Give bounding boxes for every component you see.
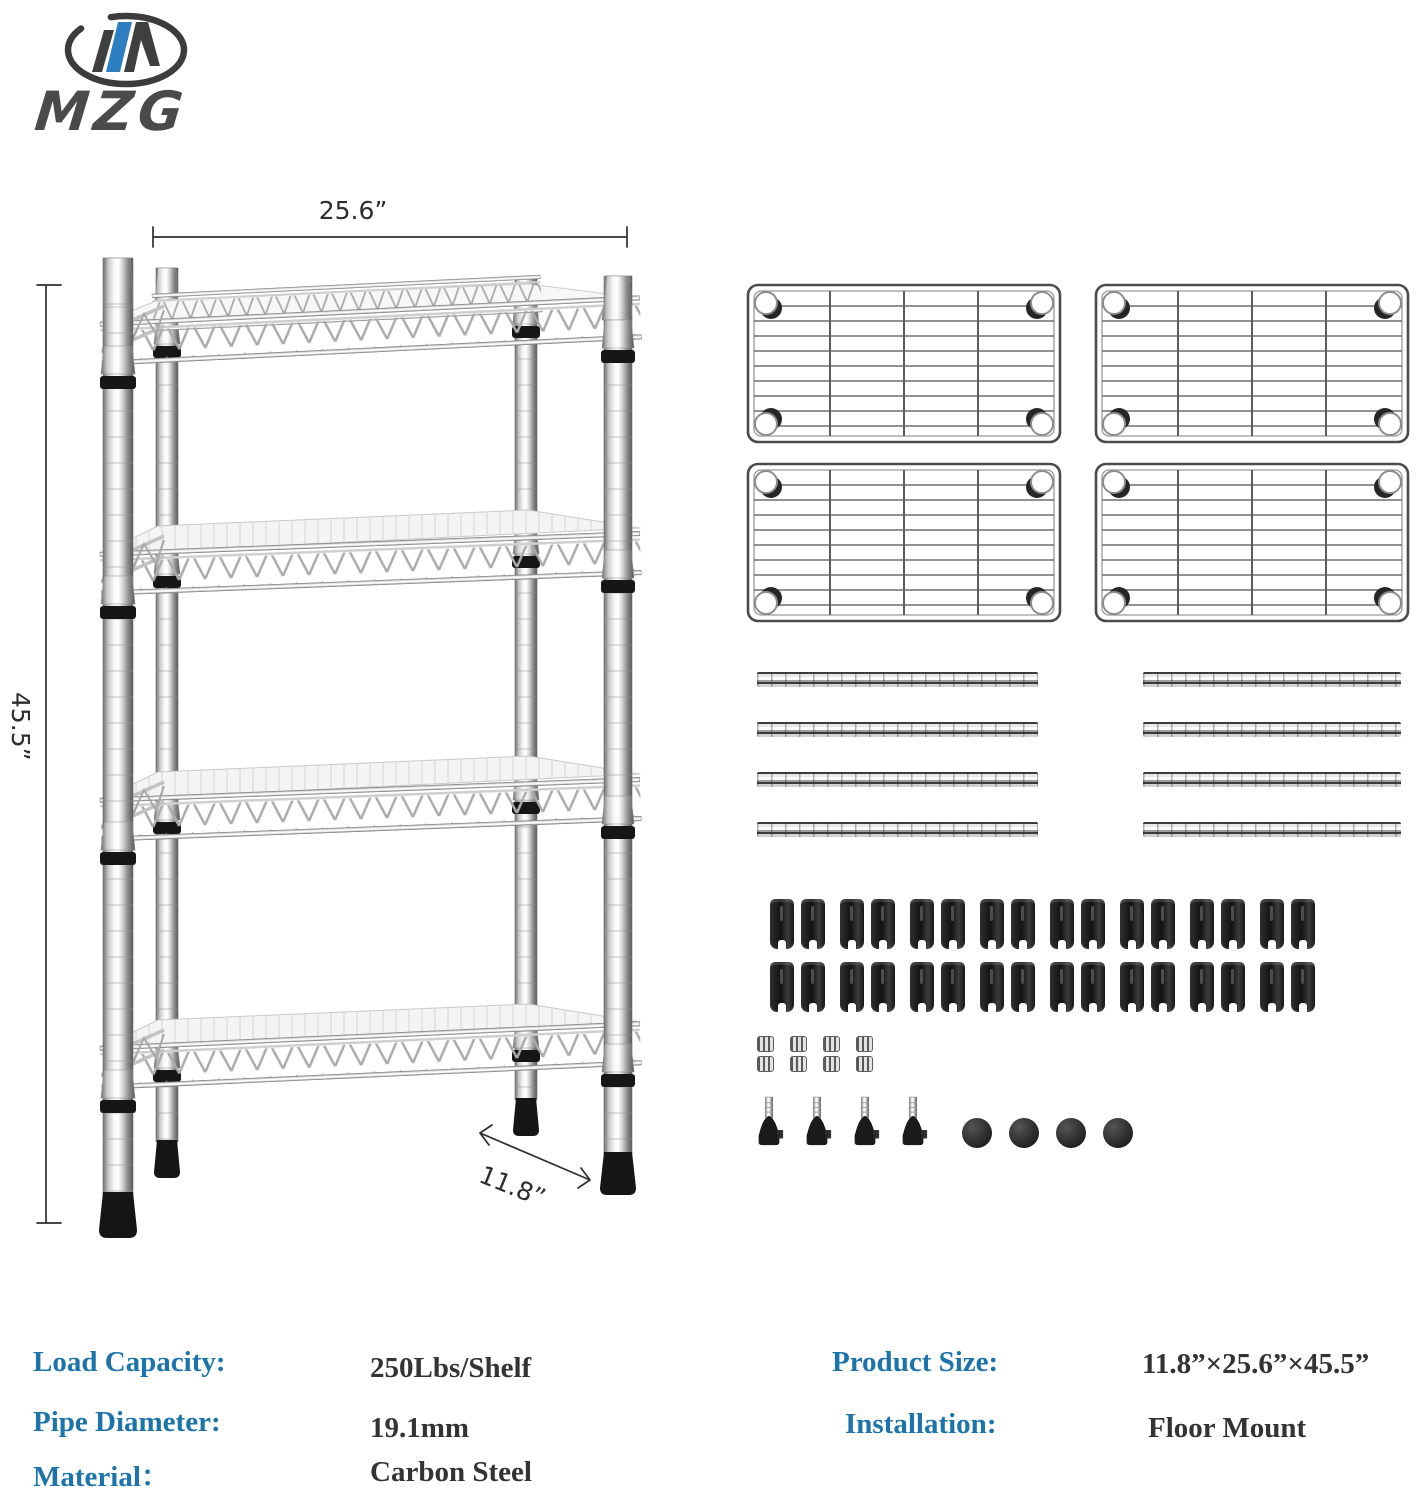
leveling-foot-icon [801,1096,833,1149]
shelf-clip-part [910,899,934,949]
shelf-clip-part [1291,899,1315,949]
pole-connector-part [823,1036,840,1076]
shelf-clip-part [980,962,1004,1012]
top-cap-part [1056,1118,1086,1148]
shelf-clip-part [1050,962,1074,1012]
unit-feet [99,1098,636,1238]
dimension-height-label: 45.5” [6,692,35,761]
shelf-clip-part [1151,899,1175,949]
spec-label-material: Material： [33,1461,170,1493]
shelf-clip-part [1120,899,1144,949]
wire-shelf-top-view-icon [1092,460,1412,625]
pole-connector-part [757,1036,774,1076]
connector-segment [856,1036,873,1052]
leveling-foot-part [753,1096,785,1149]
shelf-clip-part [1081,962,1105,1012]
shelf-clip-part [1011,899,1035,949]
shelf-clip-part [1050,899,1074,949]
wire-shelf-part [1092,281,1412,446]
spec-label-pipe-diameter: Pipe Diameter: [33,1406,221,1438]
shelf-clip-part [1120,962,1144,1012]
wire-shelf-top-view-icon [1092,281,1412,446]
connector-segment [823,1056,840,1072]
shelf-clip-part [871,962,895,1012]
connector-segment [823,1036,840,1052]
wire-shelf-top-view-icon [744,281,1064,446]
shelf-clip-part [941,962,965,1012]
shelf-clip-part [1190,899,1214,949]
pole-column-left [757,672,1038,872]
connector-segment [790,1036,807,1052]
shelf-clip-part [1151,962,1175,1012]
wire-shelf-top-view-icon [744,460,1064,625]
shelf-clip-part [840,962,864,1012]
front-post-collars [100,320,635,1113]
pole-section-part [1143,822,1401,837]
shelf-clip-part [1260,962,1284,1012]
pole-section-part [757,772,1038,787]
dimension-width-label: 25.6” [318,196,388,225]
leveling-foot-icon [753,1096,785,1149]
shelf-clip-part [1190,962,1214,1012]
shelf-clip-part [770,899,794,949]
part-caps-row [962,1118,1133,1148]
shelf-clip-part [1011,962,1035,1012]
leveling-foot-part [801,1096,833,1149]
part-clips-row-2 [755,962,1315,1012]
shelf-clip-part [1260,899,1284,949]
shelf-clip-part [770,962,794,1012]
shelf-clip-part [1221,899,1245,949]
shelf-clip-part [871,899,895,949]
brand-wordmark: MZG [32,80,191,143]
shelf-clip-part [840,899,864,949]
connector-segment [757,1056,774,1072]
pole-section-part [757,822,1038,837]
spec-label-installation: Installation: [845,1408,997,1440]
top-cap-part [962,1118,992,1148]
pole-section-part [757,722,1038,737]
pole-connector-part [790,1036,807,1076]
pole-column-right [1143,672,1401,872]
brand-logo [28,4,238,149]
shelf-clip-part [801,899,825,949]
pole-section-part [1143,722,1401,737]
connector-segment [856,1056,873,1072]
connector-segment [790,1056,807,1072]
top-cap-part [1103,1118,1133,1148]
leveling-foot-part [849,1096,881,1149]
shelf-clip-part [980,899,1004,949]
leveling-foot-icon [897,1096,929,1149]
spec-value-pipe-diameter: 19.1mm [370,1412,470,1444]
pole-connector-part [856,1036,873,1076]
top-cap-part [1009,1118,1039,1148]
spec-value-material: Carbon Steel [370,1456,532,1488]
shelf-clip-part [1081,899,1105,949]
dimension-depth-label: 11.8” [475,1160,550,1213]
spec-value-load-capacity: 250Lbs/Shelf [370,1352,532,1384]
spec-label-load-capacity: Load Capacity: [33,1346,226,1378]
shelf-clip-part [941,899,965,949]
shelf-clip-part [1291,962,1315,1012]
pole-section-part [1143,672,1401,687]
wire-shelf-part [744,460,1064,625]
wire-shelf-part [1092,460,1412,625]
connector-segment [757,1036,774,1052]
leveling-foot-part [897,1096,929,1149]
shelf-clip-part [801,962,825,1012]
shelf-clip-part [1221,962,1245,1012]
spec-label-product-size: Product Size: [832,1346,999,1378]
part-clips-row-1 [755,899,1315,949]
part-feet-row [753,1096,929,1149]
back-post-collars [153,296,540,1082]
shelf-clip-part [910,962,934,1012]
pole-section-part [1143,772,1401,787]
leveling-foot-icon [849,1096,881,1149]
wire-shelf-part [744,281,1064,446]
spec-value-product-size: 11.8”×25.6”×45.5” [1142,1348,1370,1380]
pole-section-part [757,672,1038,687]
brand-emblem-icon [62,8,190,90]
shelf-front-trusses [100,296,641,1090]
part-shelves-grid [744,281,1416,625]
part-connectors-row [757,1036,873,1076]
spec-value-installation: Floor Mount [1148,1412,1307,1444]
shelving-unit-drawing [0,190,700,1260]
